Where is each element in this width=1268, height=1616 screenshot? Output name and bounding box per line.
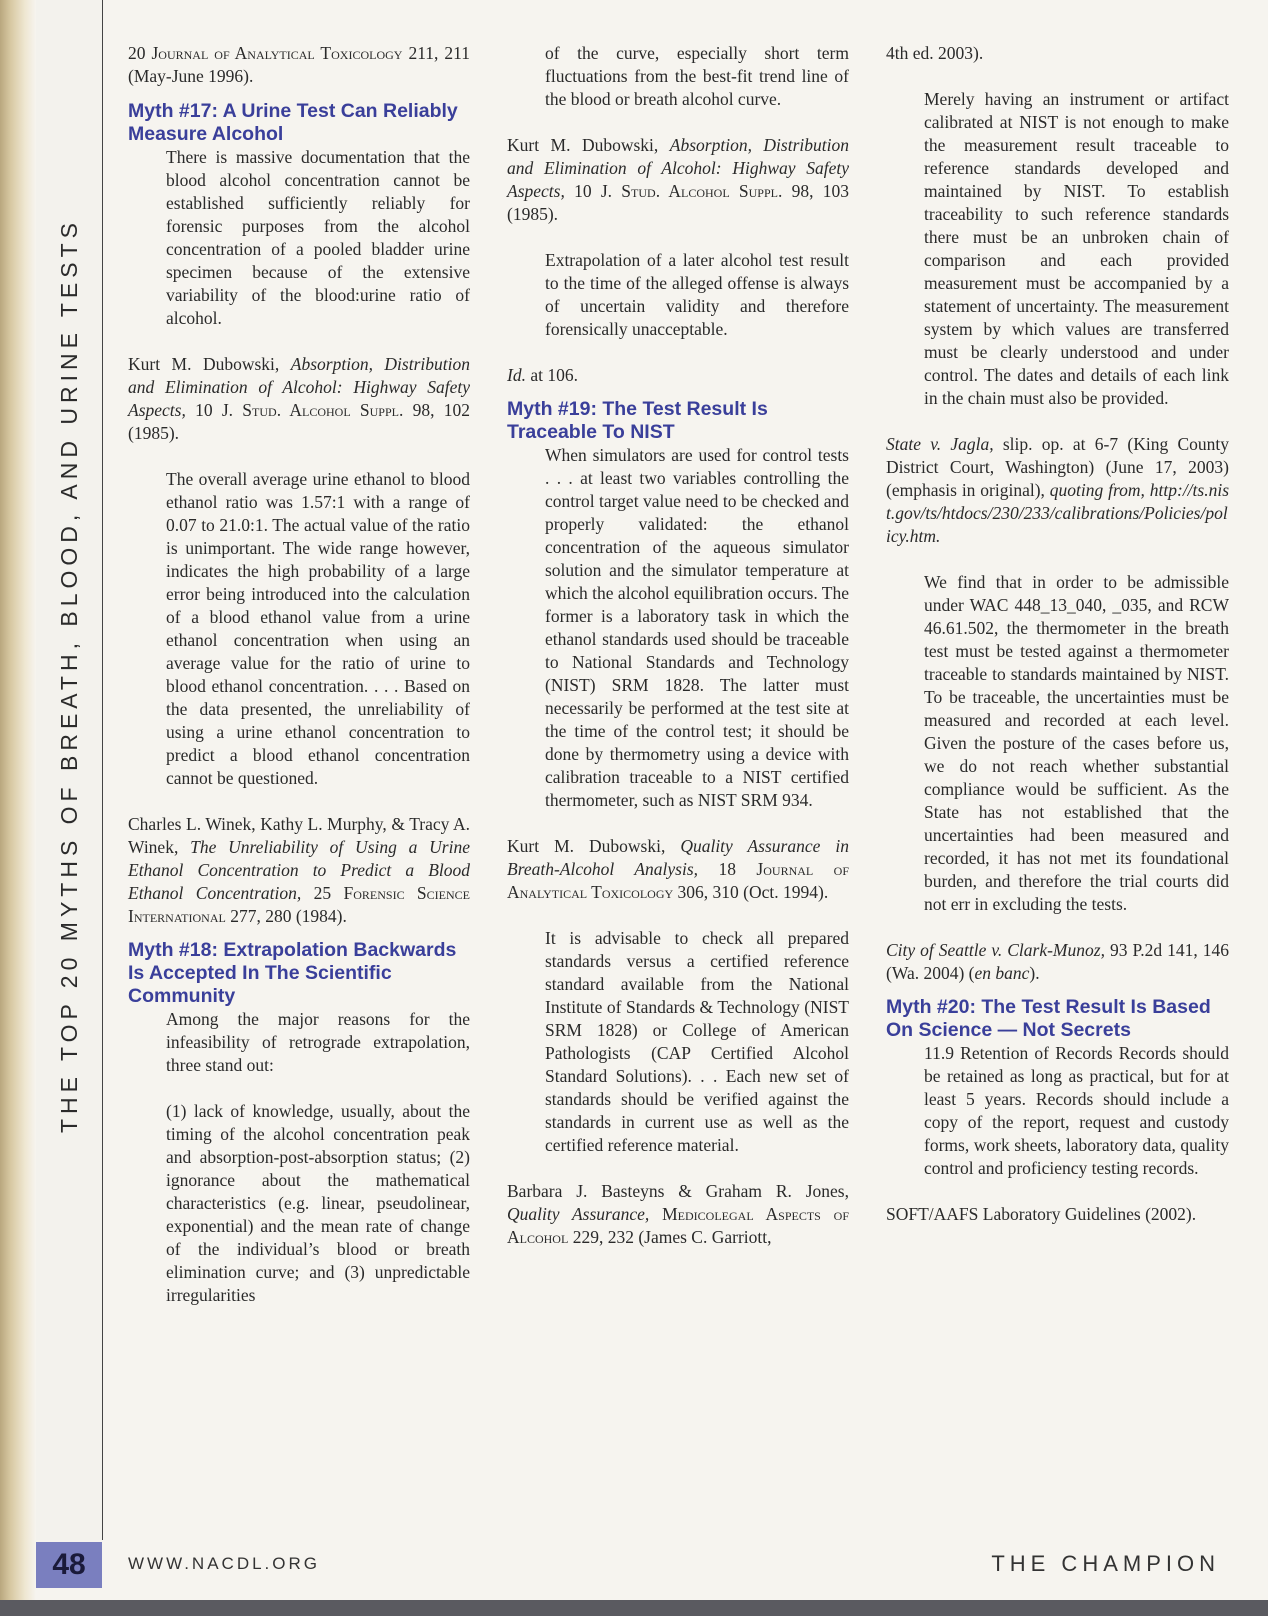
citation-journal — [128, 42, 470, 88]
blockquote: It is advisable to check all prepared standards versus a certified reference standard available from the National Institute of Standards & Technology (NIST SRM 1828) or College of American Pathologists (CAP Certified Alcohol Standard Solutions). . . Each new set of standards should be verified against the standards in current use as well as the certified reference material. — [545, 928, 849, 1155]
cite-signal: quoting from, — [1049, 480, 1145, 500]
column-3 — [886, 42, 1229, 1226]
cite-journal-name: Stud. Alcohol Suppl. — [621, 181, 783, 201]
cite-url: http://ts.nist.gov/ts/htdocs/230/233/calibrations/Policies/policy.htm. — [886, 480, 1230, 546]
citation — [507, 835, 849, 904]
blockquote: There is massive documentation that the blood alcohol concentration cannot be established sufficiently reliably for forensic purposes from the alcohol concentration of a pooled bladder urine specimen because of the extensive variability of the blood:urine ratio of alcohol. — [166, 147, 470, 328]
blockquote: 11.9 Retention of Records Records should be retained as long as practical, but for at least 5 years. Records should include a copy of the report, request and custody forms, work sheets, laboratory data, quality control and proficiency testing records. — [924, 1043, 1229, 1178]
bottom-edge — [0, 1600, 1268, 1616]
cite-part: 10 J. — [564, 181, 622, 201]
cite-title: Quality Assurance in Breath-Alcohol Analysis, — [507, 836, 849, 879]
column-1 — [128, 42, 470, 1307]
cite-title: The Unreliability of Using a Urine Ethanol Concentration to Predict a Blood Ethanol Concentration, — [128, 837, 470, 903]
cite-id: Id. — [507, 365, 526, 385]
sidebar-title: THE TOP 20 MYTHS OF BREATH, BLOOD, AND URINE TESTS — [55, 217, 82, 1133]
cite-author: Kurt M. Dubowski, — [128, 354, 291, 374]
cite-part: 93 P.2d 141, 146 (Wa. 2004) ( — [886, 940, 1229, 983]
cite-journal-name: Stud. Alcohol Suppl. — [242, 400, 404, 420]
citation — [128, 353, 470, 445]
blockquote: When simulators are used for control tests . . . at least two variables controlling the control target value need to be checked and properly validated: the ethanol concentration of the aqueous simulator solution and the simulator temperature at which the alcohol equilibration occurs. The former is a laboratory task in which the ethanol standards used should be traceable to National Standards and Technology (NIST) SRM 1828. The latter must necessarily be performed at the test site at the time of the control test; it should be done by thermometry using a device with calibration traceable to a NIST certified thermometer, such as NIST SRM 934. — [545, 445, 849, 810]
cite-author: Kurt M. Dubowski, — [507, 135, 670, 155]
footer-brand: THE CHAMPION — [991, 1551, 1220, 1576]
cite-title: Quality Assurance, — [507, 1204, 650, 1224]
cite-signal: en banc — [974, 963, 1030, 983]
citation — [128, 813, 470, 928]
cite-part: 277, 280 (1984). — [225, 906, 347, 926]
cite-part — [649, 1204, 662, 1224]
blockquote: Among the major reasons for the infeasibility of retrograde extrapolation, three stand out: — [166, 1009, 470, 1075]
cite-part: 20 — [128, 43, 152, 63]
cite-part: 229, 232 (James C. Garriott, — [568, 1227, 772, 1247]
blockquote: of the curve, especially short term fluctuations from the best-fit trend line of the blood or breath alcohol curve. — [545, 43, 849, 109]
cite-part: 211, 211 (May-June 1996). — [128, 43, 471, 86]
cite-case: State v. Jagla, — [886, 434, 994, 454]
cite-journal-name: Journal of Analytical Toxicology — [151, 43, 403, 63]
cite-case: City of Seattle v. Clark-Munoz, — [886, 940, 1105, 960]
cite-author: Charles L. Winek, Kathy L. Murphy, & Tracy A. Winek, — [128, 814, 470, 857]
citation — [507, 1180, 849, 1249]
cite-part: 18 — [698, 859, 757, 879]
cite-part: 25 — [301, 883, 344, 903]
blockquote: Extrapolation of a later alcohol test result to the time of the alleged offense is always of uncertain validity and therefore forensically unacceptable. — [545, 250, 849, 339]
cite-part: ). — [1029, 963, 1040, 983]
column-2 — [507, 42, 849, 1249]
page-footer — [102, 1542, 1268, 1588]
myth-20-heading: Myth #20: The Test Result Is Based On Science — Not Secrets — [886, 996, 1211, 1041]
citation-continued: 4th ed. 2003). — [886, 43, 984, 63]
cite-part: 10 J. — [185, 400, 243, 420]
cite-journal-name: Journal of Analytical Toxicology — [507, 859, 850, 902]
citation — [507, 134, 849, 226]
citation — [886, 939, 1229, 985]
citation — [886, 433, 1229, 548]
myth-19-heading: Myth #19: The Test Result Is Traceable To NIST — [507, 398, 768, 443]
cite-journal-name: Forensic Science International — [128, 883, 470, 926]
blockquote: The overall average urine ethanol to blood ethanol ratio was 1.57:1 with a range of 0.07 to 21.0:1. The actual value of the ratio is unimportant. The wide range however, indicates the high probability of a large error being introduced into the calculation of a blood ethanol value from a urine ethanol concentration when using an average value for the ratio of urine to blood ethanol concentration. . . . Based on the data presented, the unreliability of using a urine ethanol concentration to predict a blood ethanol concentration cannot be questioned. — [166, 469, 470, 788]
cite-author: Kurt M. Dubowski, — [507, 836, 681, 856]
page-number: 48 — [36, 1542, 102, 1588]
sidebar-title-wrap — [36, 20, 102, 1330]
blockquote: We find that in order to be admissible under WAC 448_13_040, _035, and RCW 46.61.502, the thermometer in the breath test must be tested against a thermometer traceable to standards maintained by NIST. To be traceable, the uncertainties must be measured and recorded at each level. Given the posture of the cases before us, we do not reach whether substantial compliance would be sufficient. As the State has not established that the uncertainties had been measured and recorded, it has not met its foundational burden, and therefore the trial courts did not err in excluding the tests. — [924, 572, 1229, 914]
blockquote: Merely having an instrument or artifact calibrated at NIST is not enough to make the measurement result traceable to reference standards developed and maintained by NIST. To establish traceability to such reference standards there must be an unbroken chain of comparison and each provided measurement must be accompanied by a statement of uncertainty. The measurement system by which values are transferred must be clearly understood and under control. The dates and details of each link in the chain must also be provided. — [924, 89, 1229, 408]
cite-journal-name: Medicolegal Aspects of Alcohol — [507, 1204, 849, 1247]
myth-17-heading: Myth #17: A Urine Test Can Reliably Measure Alcohol — [128, 100, 458, 145]
cite-title: Absorption, Distribution and Elimination of Alcohol: Highway Safety Aspects, — [507, 135, 849, 201]
citation-id — [507, 364, 849, 387]
cite-part: 98, 102 (1985). — [128, 400, 471, 443]
cite-part: 98, 103 (1985). — [507, 181, 850, 224]
myth-18-heading: Myth #18: Extrapolation Backwards Is Accepted In The Scientific Community — [128, 939, 457, 1007]
page-binding — [0, 0, 36, 1616]
cite-part: at 106. — [525, 365, 578, 385]
cite-part: 306, 310 (Oct. 1994). — [673, 882, 829, 902]
cite-part: slip. op. at 6-7 (King County District Court, Washington) (June 17, 2003)(emphasis in original), — [886, 434, 1229, 500]
blockquote: (1) lack of knowledge, usually, about the timing of the alcohol concentration peak and absorption-post-absorption status; (2) ignorance about the mathematical characteristics (e.g. linear, pseudolinear, exponential) and the mean rate of change of the individual’s blood or breath elimination curve; and (3) unpredictable irregularities — [166, 1101, 470, 1305]
footer-url: WWW.NACDL.ORG — [128, 1554, 320, 1573]
citation: SOFT/AAFS Laboratory Guidelines (2002). — [886, 1204, 1197, 1224]
cite-author: Barbara J. Basteyns & Graham R. Jones, — [507, 1181, 849, 1201]
cite-title: Absorption, Distribution and Elimination of Alcohol: Highway Safety Aspects, — [128, 354, 470, 420]
